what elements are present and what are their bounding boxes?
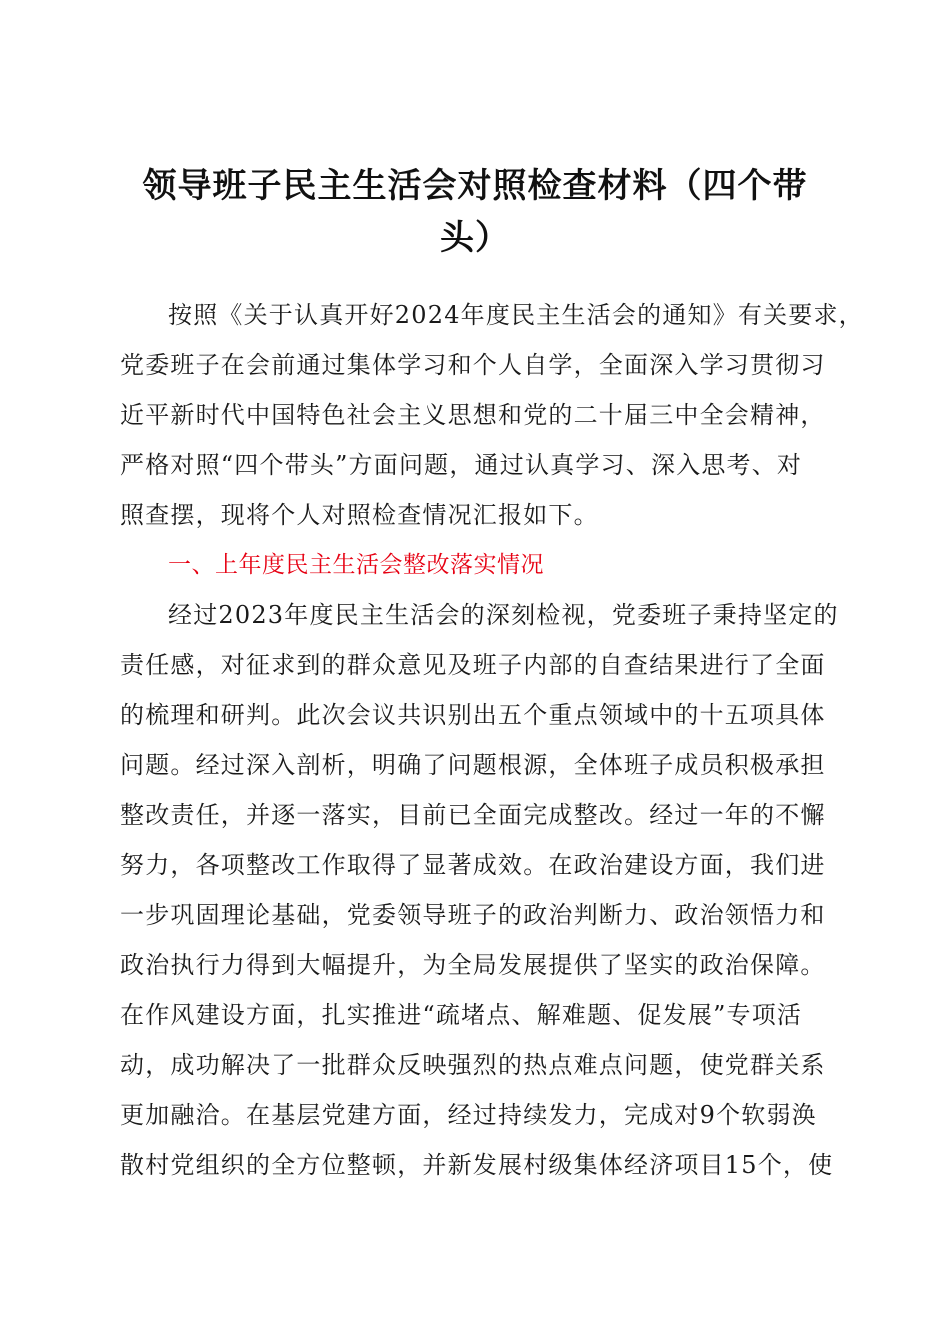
- paragraph-line: 努力，各项整改工作取得了显著成效。在政治建设方面，我们进: [120, 851, 826, 879]
- paragraph-line: 经过2023年度民主生活会的深刻检视，党委班子秉持坚定的: [168, 601, 839, 629]
- paragraph-line: 党委班子在会前通过集体学习和个人自学，全面深入学习贯彻习: [120, 351, 826, 379]
- document-title: [120, 160, 830, 264]
- paragraph-line: 更加融洽。在基层党建方面，经过持续发力，完成对9个软弱涣: [120, 1101, 817, 1129]
- paragraph-line: 在作风建设方面，扎实推进“疏堵点、解难题、促发展”专项活: [120, 1001, 803, 1029]
- paragraph-line: 一步巩固理论基础，党委领导班子的政治判断力、政治领悟力和: [120, 901, 826, 929]
- paragraph-line: 近平新时代中国特色社会主义思想和党的二十届三中全会精神，: [120, 401, 826, 429]
- paragraph-line: 责任感，对征求到的群众意见及班子内部的自查结果进行了全面: [120, 651, 826, 679]
- paragraph-line: 散村党组织的全方位整顿，并新发展村级集体经济项目15个，使: [120, 1151, 834, 1179]
- section-heading: 一、上年度民主生活会整改落实情况: [168, 552, 544, 578]
- title-line: 领导班子民主生活会对照检查材料（四个带: [142, 166, 808, 206]
- paragraph-line: 的梳理和研判。此次会议共识别出五个重点领域中的十五项具体: [120, 701, 826, 729]
- paragraph-line: 严格对照“四个带头”方面问题，通过认真学习、深入思考、对: [120, 451, 803, 479]
- paragraph-line: 按照《关于认真开好2024年度民主生活会的通知》有关要求，: [168, 301, 864, 329]
- paragraph-line: 动，成功解决了一批群众反映强烈的热点难点问题，使党群关系: [120, 1051, 826, 1079]
- title-line: 头）: [440, 218, 510, 258]
- paragraph-line: 整改责任，并逐一落实，目前已全面完成整改。经过一年的不懈: [120, 801, 826, 829]
- intro-paragraph: [120, 290, 864, 590]
- paragraph-line: 照查摆，现将个人对照检查情况汇报如下。: [120, 501, 599, 529]
- paragraph-line: 政治执行力得到大幅提升，为全局发展提供了坚实的政治保障。: [120, 951, 826, 979]
- paragraph-line: 问题。经过深入剖析，明确了问题根源，全体班子成员积极承担: [120, 751, 826, 779]
- section1-paragraph: [120, 590, 839, 1190]
